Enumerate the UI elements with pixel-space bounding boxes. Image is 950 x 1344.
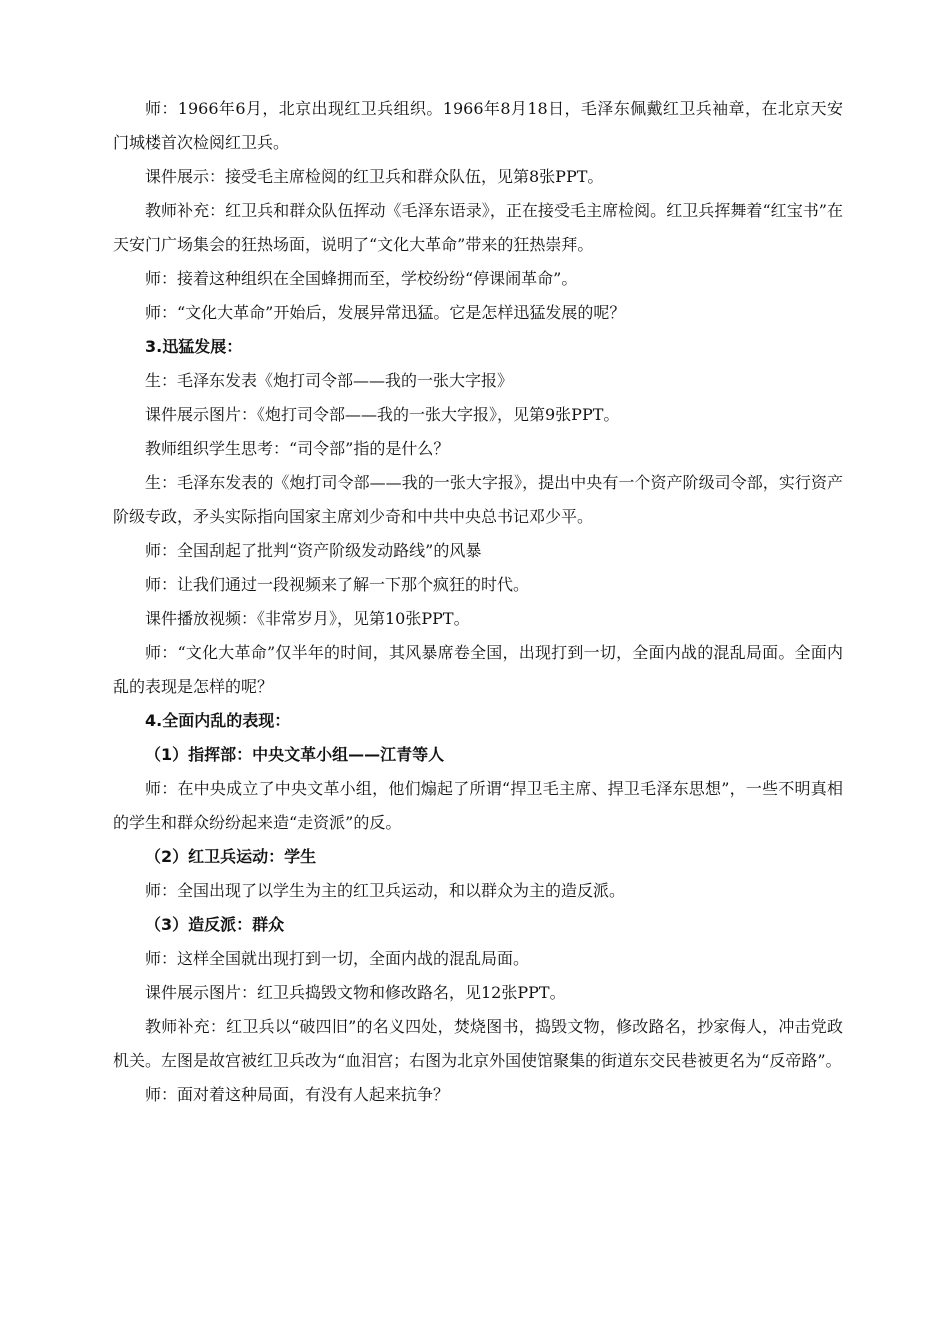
paragraph-7: 生：毛泽东发表《炮打司令部——我的一张大字报》 [145, 371, 514, 390]
subheading-3: （3）造反派：群众 [145, 915, 285, 934]
paragraph-21: 师：这样全国就出现打到一切，全面内战的混乱局面。 [145, 949, 530, 968]
subheading-1: （1）指挥部：中央文革小组——江青等人 [145, 745, 445, 764]
paragraph-23: 教师补充：红卫兵以“破四旧”的名义四处，焚烧图书，捣毁文物，修改路名，抄家侮人，冲击党政机关。左图是故宫被红卫兵改为“血泪宫；右图为北京外国使馆聚集的街道东交民巷被更名为“反帝路”。 [113, 1017, 843, 1070]
paragraph-24: 师：面对着这种局面，有没有人起来抗争？ [145, 1085, 450, 1104]
paragraph-1: 师：1966年6月，北京出现红卫兵组织。1966年8月18日，毛泽东佩戴红卫兵袖章，在北京天安门城楼首次检阅红卫兵。 [113, 99, 843, 152]
paragraph-19: 师：全国出现了以学生为主的红卫兵运动，和以群众为主的造反派。 [145, 881, 626, 900]
section-heading-4: 4.全面内乱的表现： [145, 711, 291, 730]
paragraph-9: 教师组织学生思考：“司令部”指的是什么？ [145, 439, 450, 458]
paragraph-3: 教师补充：红卫兵和群众队伍挥动《毛泽东语录》，正在接受毛主席检阅。红卫兵挥舞着“红宝书”在天安门广场集会的狂热场面，说明了“文化大革命”带来的狂热崇拜。 [113, 201, 843, 254]
paragraph-13: 课件播放视频：《非常岁月》，见第10张PPT。 [145, 609, 470, 628]
paragraph-11: 师：全国刮起了批判“资产阶级发动路线”的风暴 [145, 541, 482, 560]
paragraph-14: 师：“文化大革命”仅半年的时间，其风暴席卷全国，出现打到一切，全面内战的混乱局面。全面内乱的表现是怎样的呢？ [113, 643, 843, 696]
subheading-2: （2）红卫兵运动：学生 [145, 847, 317, 866]
paragraph-10: 生：毛泽东发表的《炮打司令部——我的一张大字报》，提出中央有一个资产阶级司令部，实行资产阶级专政，矛头实际指向国家主席刘少奇和中共中央总书记邓少平。 [113, 473, 843, 526]
paragraph-22: 课件展示图片：红卫兵捣毁文物和修改路名，见12张PPT。 [145, 983, 566, 1002]
section-heading-3: 3.迅猛发展： [145, 337, 243, 356]
paragraph-12: 师：让我们通过一段视频来了解一下那个疯狂的时代。 [145, 575, 530, 594]
paragraph-8: 课件展示图片：《炮打司令部——我的一张大字报》，见第9张PPT。 [145, 405, 620, 424]
document-page [113, 92, 843, 1112]
paragraph-2: 课件展示：接受毛主席检阅的红卫兵和群众队伍，见第8张PPT。 [145, 167, 604, 186]
paragraph-17: 师：在中央成立了中央文革小组，他们煽起了所谓“捍卫毛主席、捍卫毛泽东思想”，一些不明真相的学生和群众纷纷起来造“走资派”的反。 [113, 779, 843, 832]
paragraph-4: 师：接着这种组织在全国蜂拥而至，学校纷纷“停课闹革命”。 [145, 269, 578, 288]
paragraph-5: 师：“文化大革命”开始后，发展异常迅猛。它是怎样迅猛发展的呢？ [145, 303, 626, 322]
